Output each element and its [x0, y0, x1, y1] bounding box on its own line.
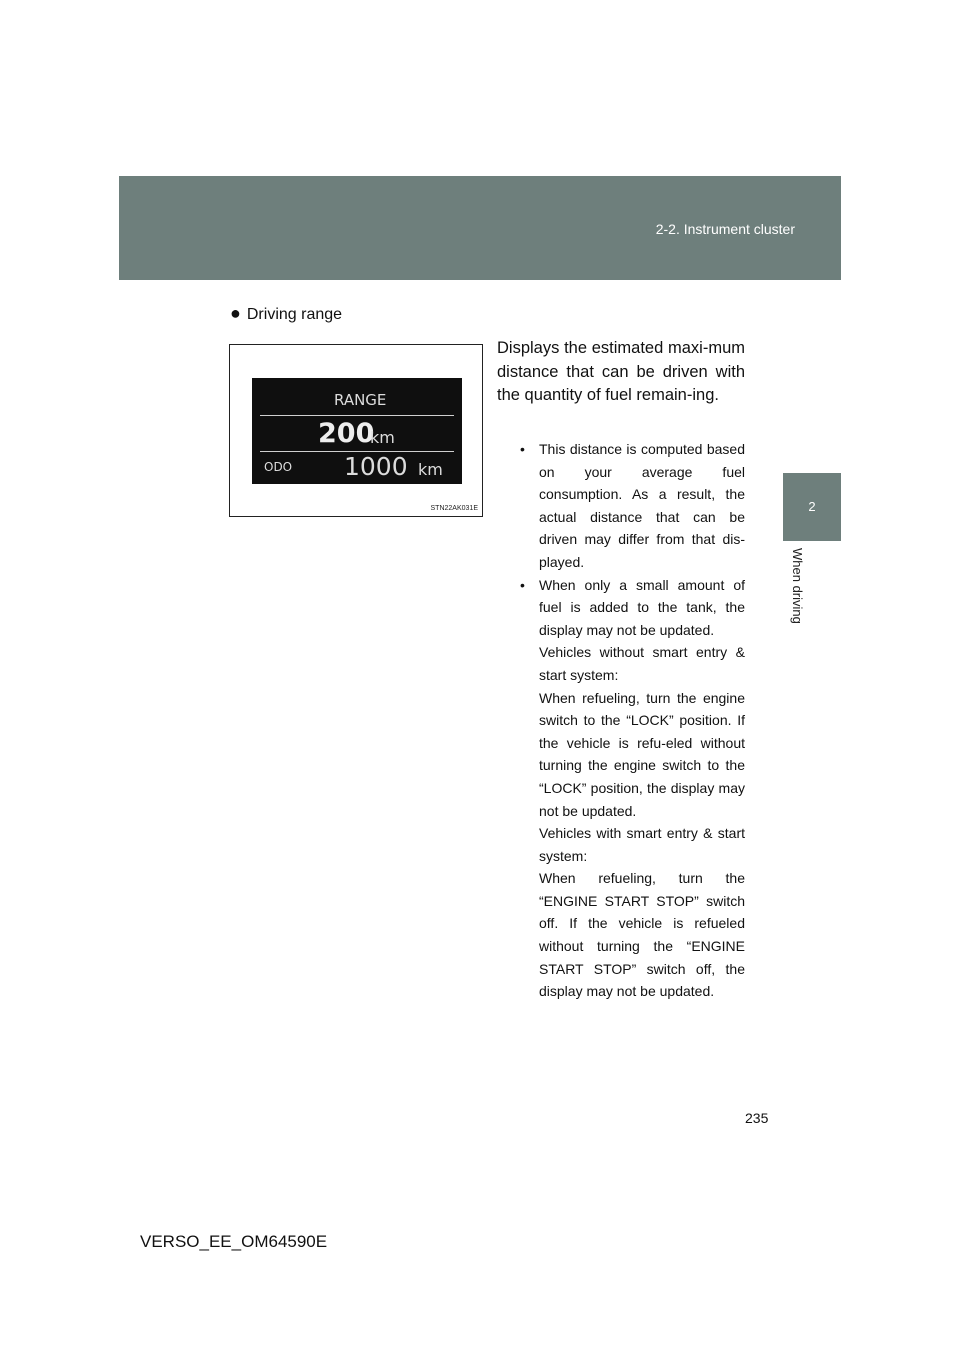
- lcd-title: RANGE: [334, 391, 387, 409]
- odo-label: ODO: [264, 460, 293, 474]
- section-title: 2-2. Instrument cluster: [655, 221, 795, 237]
- display-illustration: [229, 344, 483, 517]
- note-item: [520, 438, 745, 574]
- bullet-icon: •: [520, 576, 525, 593]
- bullet-icon: ●: [230, 303, 241, 323]
- odo-unit: km: [418, 460, 443, 479]
- smart-entry-label: Vehicles with smart entry & start system:: [539, 825, 745, 864]
- smart-entry-text: When refueling, turn the “ENGINE START STOP” switch off. If the vehicle is refueled without turning the “ENGINE START STOP” switch off, the display may not be updated.: [539, 870, 745, 1000]
- note-text: This distance is computed based on your average fuel consumption. As a result, the actual distance that can be driven may differ from that dis-played.: [539, 441, 745, 570]
- bullet-icon: •: [520, 441, 525, 457]
- document-code: VERSO_EE_OM64590E: [140, 1232, 328, 1251]
- section-heading: [230, 303, 342, 324]
- chapter-tab: 2: [783, 473, 841, 541]
- odo-value: 1000: [344, 452, 408, 481]
- lcd-divider-top: [260, 415, 454, 416]
- chapter-label: When driving: [790, 548, 805, 624]
- lcd-screen: [252, 378, 462, 484]
- range-unit: km: [370, 428, 395, 447]
- heading-text: Driving range: [246, 306, 343, 323]
- figure-code: STN22AK031E: [430, 505, 478, 512]
- notes-list: [520, 438, 745, 1003]
- note-item: [520, 574, 745, 642]
- note-text: When only a small amount of fuel is added to the tank, the display may not be updated.: [539, 576, 745, 638]
- page-number: 235: [745, 1110, 769, 1126]
- range-value: 200: [318, 418, 375, 449]
- main-paragraph: Displays the estimated maxi-mum distance that can be driven with the quantity of fuel remain-ing.: [497, 339, 745, 404]
- no-smart-entry-label: Vehicles without smart entry & start system:: [539, 644, 745, 683]
- no-smart-entry-text: When refueling, turn the engine switch to the “LOCK” position. If the vehicle is refu-eled without turning the engine switch to the “LOCK” position, the display may not be updated.: [539, 689, 745, 819]
- page-header: [119, 176, 841, 280]
